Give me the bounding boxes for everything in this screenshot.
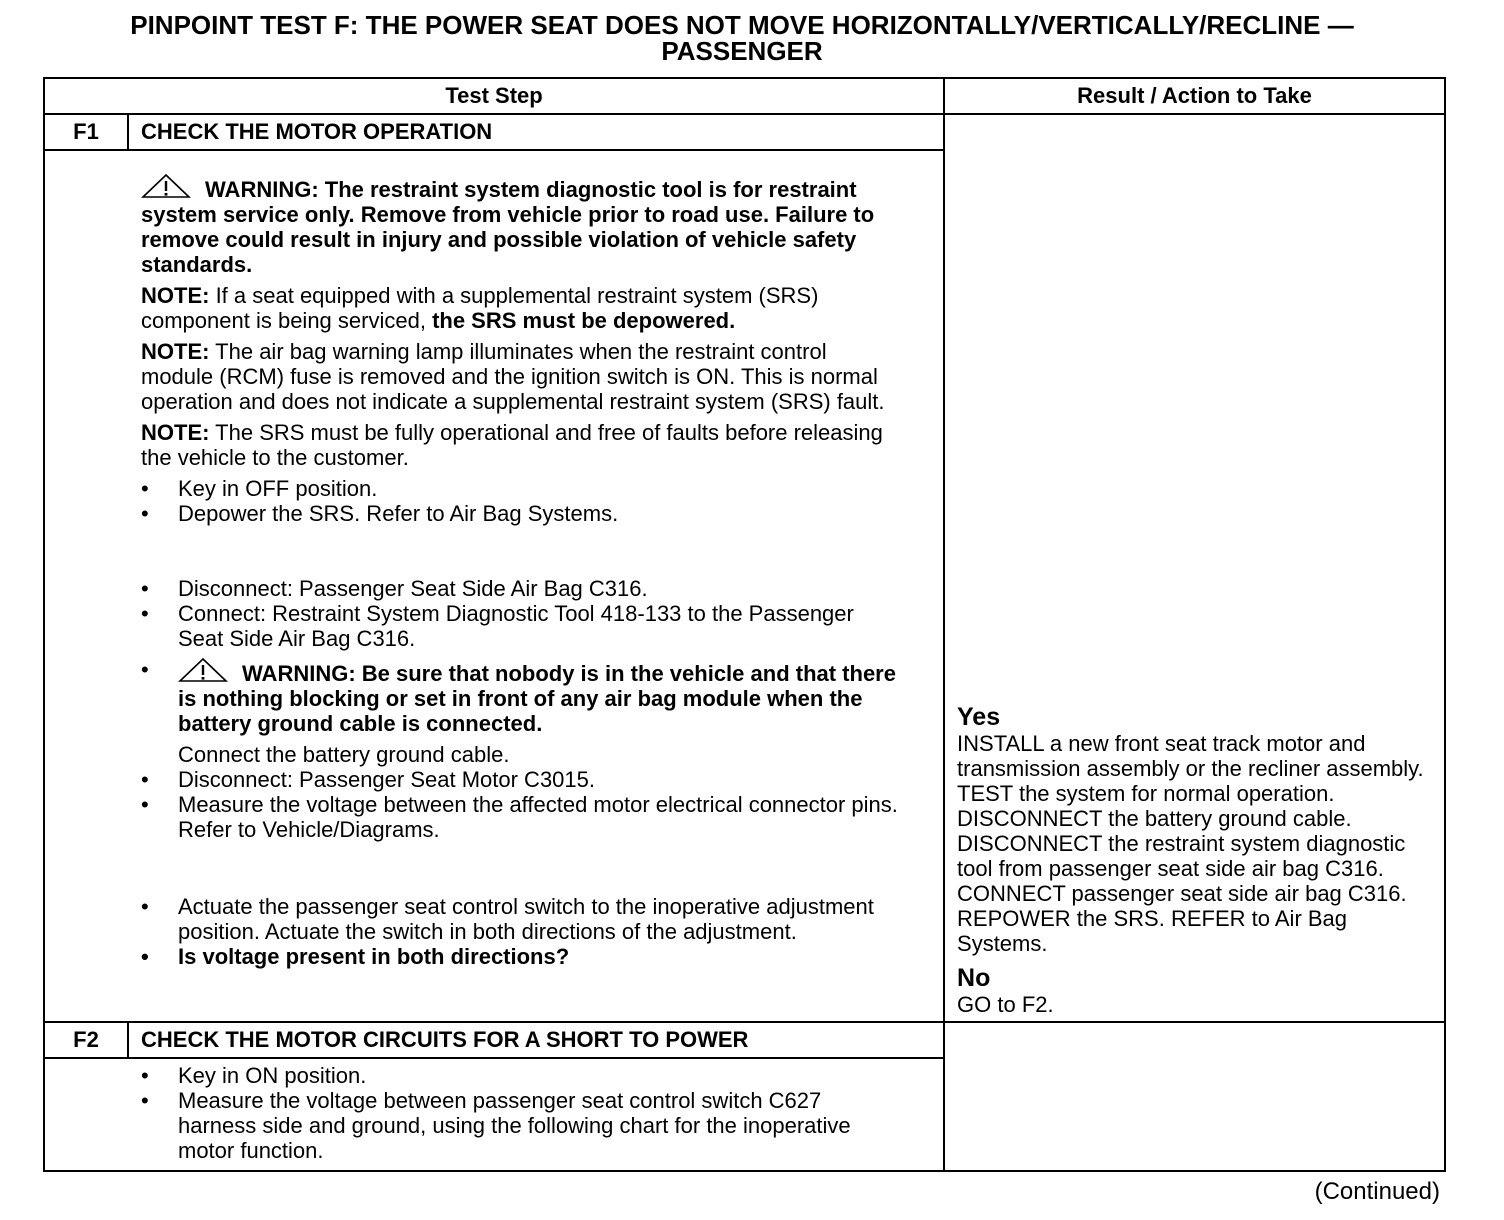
step-title-f2: CHECK THE MOTOR CIRCUITS FOR A SHORT TO POWER xyxy=(128,1022,944,1058)
continued-label: (Continued) xyxy=(1314,1178,1440,1205)
list-item: • Connect: Restraint System Diagnostic Tool 418-133 to the Passenger Seat Side Air Bag C316. xyxy=(141,601,854,651)
step-f1-body xyxy=(44,150,944,1022)
list-item: • Measure the voltage between the affected motor electrical connector pins. Refer to Vehicle/Diagrams. xyxy=(141,792,898,842)
list-item: • Disconnect: Passenger Seat Motor C3015. xyxy=(141,767,596,792)
list-item: • Disconnect: Passenger Seat Side Air Bag C316. xyxy=(141,576,648,601)
step-f2-body xyxy=(44,1058,944,1171)
step-f1-list-d xyxy=(141,894,903,969)
step-f1-question: Is voltage present in both directions? xyxy=(178,944,570,969)
result-no-text: GO to F2. xyxy=(957,992,1054,1018)
list-item: • Is voltage present in both directions? xyxy=(141,944,570,969)
page-title xyxy=(0,12,1484,64)
battery-connect-instruction: Connect the battery ground cable. xyxy=(178,742,510,767)
result-yes-text: INSTALL a new front seat track motor and transmission assembly or the recliner assembly. TEST the system for normal operation. DISCONNECT the battery ground cable. DISCONNECT the restraint system diagnostic tool from passenger seat side air bag C316. CONNECT passenger seat side air bag C316. REPOWER the SRS. REFER to Air Bag Systems. xyxy=(957,731,1424,957)
result-f2 xyxy=(944,1022,1445,1171)
table-header-row xyxy=(44,78,1445,114)
warning-triangle-icon xyxy=(141,173,191,199)
note-airbag-lamp: NOTE: The air bag warning lamp illuminates when the restraint control module (RCM) fuse is removed and the ignition switch is ON. This is normal operation and does not indicate a supplemental restraint system (SRS) fault. xyxy=(141,339,885,414)
step-f2-list xyxy=(141,1063,903,1163)
warning-restraint-tool: WARNING: The restraint system diagnostic tool is for restraint system service only. Remove from vehicle prior to road use. Failure to remove could result in injury and possible violation of vehicle safety standards. xyxy=(141,173,903,277)
header-test-step: Test Step xyxy=(44,78,944,114)
warning-triangle-icon xyxy=(178,657,228,683)
note-srs-operational: NOTE: The SRS must be fully operational and free of faults before releasing the vehicle to the customer. xyxy=(141,420,883,470)
page-title-line-1: PINPOINT TEST F: THE POWER SEAT DOES NOT MOVE HORIZONTALLY/VERTICALLY/RECLINE — xyxy=(130,10,1354,40)
step-f1-list-c xyxy=(141,767,903,842)
pinpoint-test-table xyxy=(43,77,1446,1172)
step-f1-title-row xyxy=(44,114,1445,150)
step-f1-list-b xyxy=(141,576,903,767)
list-item: • Measure the voltage between passenger seat control switch C627 harness side and ground, using the following chart for the inoperative motor function. xyxy=(141,1088,851,1164)
page-title-line-2: PASSENGER xyxy=(661,36,823,66)
list-item: • Key in ON position. xyxy=(141,1063,367,1089)
step-id-f2: F2 xyxy=(44,1022,128,1058)
list-item: • Depower the SRS. Refer to Air Bag Systems. xyxy=(141,501,619,526)
step-f2-title-row xyxy=(44,1022,1445,1058)
step-id-f1: F1 xyxy=(44,114,128,150)
step-title-f1: CHECK THE MOTOR OPERATION xyxy=(128,114,944,150)
list-item: • Actuate the passenger seat control switch to the inoperative adjustment position. Actuate the switch in both directions of the adjustment. xyxy=(141,894,874,944)
result-no-label: No xyxy=(957,964,991,993)
header-result: Result / Action to Take xyxy=(944,78,1445,114)
list-item: • WARNING: Be sure that nobody is in the vehicle and that there is nothing blocking or set in front of any air bag module when the battery ground cable is connected. Connect the battery ground cable. xyxy=(141,657,903,767)
result-yes-label: Yes xyxy=(957,703,1001,732)
step-f1-list-a xyxy=(141,476,903,526)
result-f1 xyxy=(944,114,1445,1022)
list-item: • Key in OFF position. xyxy=(141,476,378,501)
warning-battery-cable: WARNING: Be sure that nobody is in the vehicle and that there is nothing blocking or set in front of any air bag module when the battery ground cable is connected. xyxy=(178,661,896,736)
note-srs-depower: NOTE: If a seat equipped with a supplemental restraint system (SRS) component is being serviced, the SRS must be depowered. xyxy=(141,283,819,333)
